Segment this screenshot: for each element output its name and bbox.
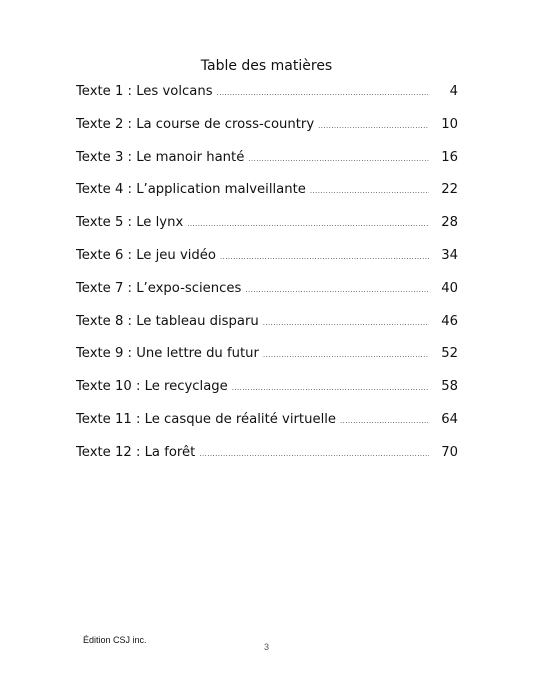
toc-entry-page: 22 [441, 182, 458, 198]
toc-entry [76, 314, 458, 347]
toc-entry-label: Texte 7 : L’expo-sciences [76, 280, 242, 296]
toc-entry-page: 52 [441, 346, 458, 362]
toc-entry [76, 445, 458, 478]
toc-entry-label: Texte 8 : Le tableau disparu [76, 313, 259, 329]
toc-entry-label: Texte 4 : L’application malveillante [76, 182, 306, 198]
table-of-contents [76, 84, 458, 478]
toc-entry [76, 150, 458, 183]
toc-entry-page: 46 [441, 313, 458, 329]
toc-entry-label: Texte 11 : Le casque de réalité virtuelle [76, 411, 337, 427]
toc-entry-label: Texte 9 : Une lettre du futur [76, 346, 259, 362]
toc-entry-page: 58 [441, 379, 458, 395]
toc-entry-page: 40 [441, 280, 458, 296]
toc-entry-page: 70 [441, 444, 458, 460]
toc-entry-label: Texte 6 : Le jeu vidéo [76, 247, 216, 263]
toc-entry [76, 346, 458, 379]
dot-leader [263, 319, 429, 327]
toc-entry-label: Texte 3 : Le manoir hanté [76, 149, 245, 165]
dot-leader [340, 417, 429, 425]
toc-entry-label: Texte 5 : Le lynx [76, 215, 184, 231]
toc-entry [76, 248, 458, 281]
toc-entry [76, 215, 458, 248]
toc-entry [76, 117, 458, 150]
toc-entry-page: 34 [441, 247, 458, 263]
page-number: 3 [263, 642, 269, 652]
dot-leader [199, 450, 429, 458]
toc-entry [76, 281, 458, 314]
toc-entry [76, 412, 458, 445]
toc-entry-page: 16 [441, 149, 458, 165]
toc-entry-page: 64 [441, 411, 458, 427]
dot-leader [232, 384, 429, 392]
dot-leader [310, 187, 429, 195]
dot-leader [318, 122, 429, 130]
dot-leader [245, 286, 429, 294]
dot-leader [220, 253, 429, 261]
dot-leader [187, 220, 429, 228]
toc-entry-label: Texte 10 : Le recyclage [76, 379, 228, 395]
toc-entry-page: 28 [441, 215, 458, 231]
toc-entry-page: 4 [449, 84, 458, 99]
dot-leader [248, 155, 429, 163]
publisher-footer: Édition CSJ inc. [83, 635, 147, 645]
dot-leader [263, 351, 429, 359]
toc-entry [76, 379, 458, 412]
toc-entry [76, 84, 458, 117]
toc-entry-page: 10 [441, 116, 458, 132]
toc-entry-label: Texte 2 : La course de cross-country [76, 116, 315, 132]
toc-entry-label: Texte 12 : La forêt [76, 444, 196, 460]
toc-entry-label: Texte 1 : Les volcans [76, 84, 213, 99]
dot-leader [217, 89, 429, 97]
toc-entry [76, 182, 458, 215]
page-title: Table des matières [200, 58, 333, 74]
